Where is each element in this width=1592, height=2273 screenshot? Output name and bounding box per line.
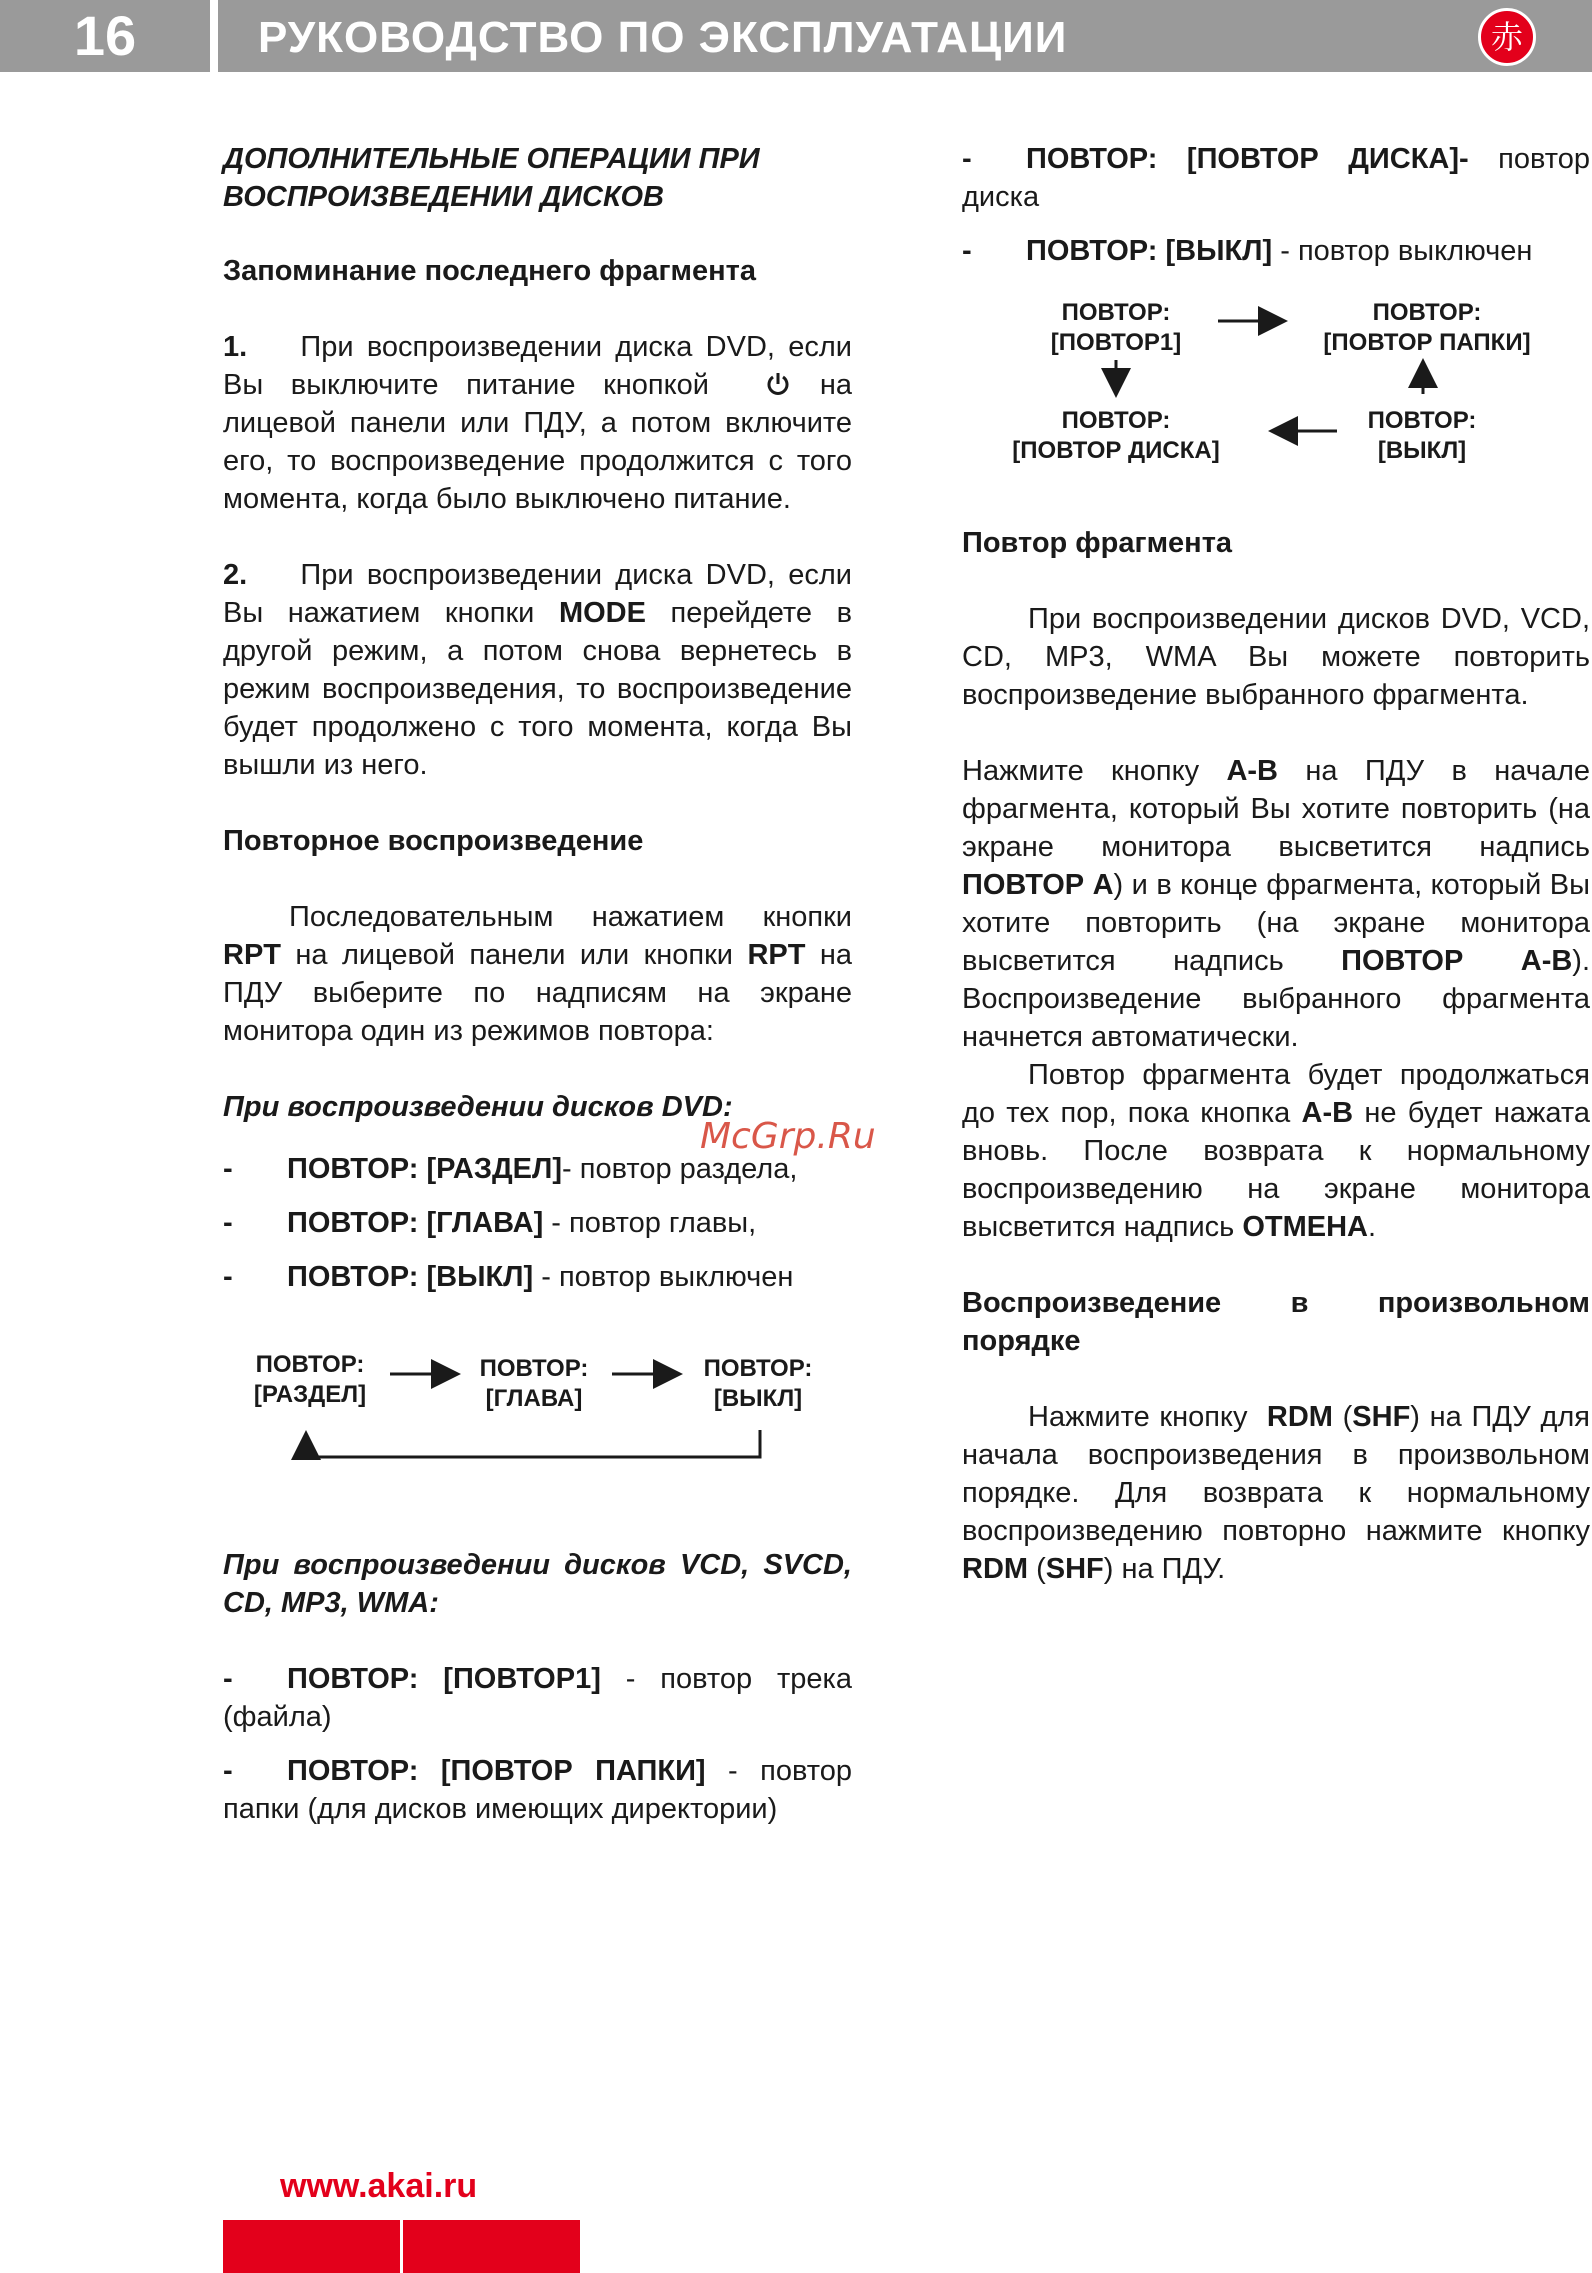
dvd-item: - ПОВТОР: [ГЛАВА] - повтор главы, [223,1207,757,1239]
random-paragraph: Нажмите кнопку RDM (SHF) на ПДУ для начала воспроизведения в произвольном порядке. Для возврата к нормальному воспроизведению повторно нажмите кнопку RDM (SHF) на ПДУ. [962,1401,1591,1585]
resume-paragraph-2: 2. При воспроизведении диска DVD, если Вы нажатием кнопки MODE перейдете в другой режим, а потом снова вернетесь в режим воспроизведения, то воспроизведение будет продолжено с того момента, когда Вы вышли из него. [223,559,852,781]
vcd-node-disc: ПОВТОР: [ПОВТОР ДИСКА] [1012,407,1220,464]
logo-glyph: 赤 [1490,18,1524,56]
random-heading: Воспроизведение в произвольном порядке [962,1287,1590,1357]
vcd-node-repeat1: ПОВТОР: [ПОВТОР1] [1050,299,1182,356]
vcd-node-off: ПОВТОР: [ВЫКЛ] [1367,407,1477,464]
vcd-item: - ПОВТОР: [ВЫКЛ] - повтор выключен [962,235,1533,267]
footer-block [403,2220,580,2273]
vcd-node-folder: ПОВТОР: [ПОВТОР ПАПКИ] [1323,299,1531,356]
dvd-node-off: ПОВТОР: [ВЫКЛ] [703,1355,813,1412]
repeat-heading: Повторное воспроизведение [223,825,644,857]
watermark-text: McGrp.Ru [700,1116,876,1157]
page-number: 16 [0,0,210,72]
section-title: ДОПОЛНИТЕЛЬНЫЕ ОПЕРАЦИИ ПРИ ВОСПРОИЗВЕДЕНИИ ДИСКОВ [223,143,760,213]
dvd-repeat-diagram [223,1346,852,1486]
footer-block [223,2220,400,2273]
ab-paragraph-2: Нажмите кнопку A-B на ПДУ в начале фрагмента, который Вы хотите повторить (на экране монитора высветится надпись ПОВТОР A) и в конце фрагмента, который Вы хотите повторить (на экране монитора высветится надпись ПОВТОР A-B). Воспроизведение выбранного фрагмента начнется автоматически. [962,755,1591,1053]
vcd-repeat-diagram [962,298,1590,488]
vcd-item: - ПОВТОР: [ПОВТОР1] - повтор трека (файла) [223,1663,852,1733]
resume-paragraph-1: 1. При воспроизведении диска DVD, если Вы выключите питание кнопкой на лицевой панели или ПДУ, а потом включите его, то воспроизведение продолжится с того момента, когда было выключено питание. [223,331,852,515]
right-column [962,140,1590,1588]
left-column [223,140,852,1828]
dvd-heading: При воспроизведении дисков DVD: [223,1091,733,1123]
website-link[interactable]: www.akai.ru [280,2167,478,2205]
vcd-item: - ПОВТОР: [ПОВТОР ПАПКИ] - повтор папки (для дисков имеющих директории) [223,1755,852,1825]
ab-heading: Повтор фрагмента [962,527,1233,559]
akai-logo-icon [1478,8,1536,66]
vcd-heading: При воспроизведении дисков VCD, SVCD, CD, MP3, WMA: [223,1549,852,1619]
dvd-node-chapter: ПОВТОР: [РАЗДЕЛ] [253,1351,367,1408]
repeat-paragraph: Последовательным нажатием кнопки RPT на лицевой панели или кнопки RPT на ПДУ выберите по надписям на экране монитора один из режимов повтора: [223,901,853,1047]
ab-paragraph-1: При воспроизведении дисков DVD, VCD, CD, MP3, WMA Вы можете повторить воспроизведение выбранного фрагмента. [962,603,1590,711]
manual-title: РУКОВОДСТВО ПО ЭКСПЛУАТАЦИИ [258,13,1068,62]
dvd-item: - ПОВТОР: [РАЗДЕЛ]- повтор раздела, [223,1153,798,1185]
resume-heading: Запоминание последнего фрагмента [223,255,756,287]
dvd-item: - ПОВТОР: [ВЫКЛ] - повтор выключен [223,1261,794,1293]
ab-paragraph-3: Повтор фрагмента будет продолжаться до тех пор, пока кнопка A-B не будет нажата вновь. После возврата к нормальному воспроизведению на экране монитора высветится надпись ОТМЕНА. [962,1059,1590,1243]
dvd-node-title: ПОВТОР: [ГЛАВА] [479,1355,589,1412]
power-icon [764,369,792,401]
vcd-item: - ПОВТОР: [ПОВТОР ДИСКА]- повтор диска [962,143,1590,213]
